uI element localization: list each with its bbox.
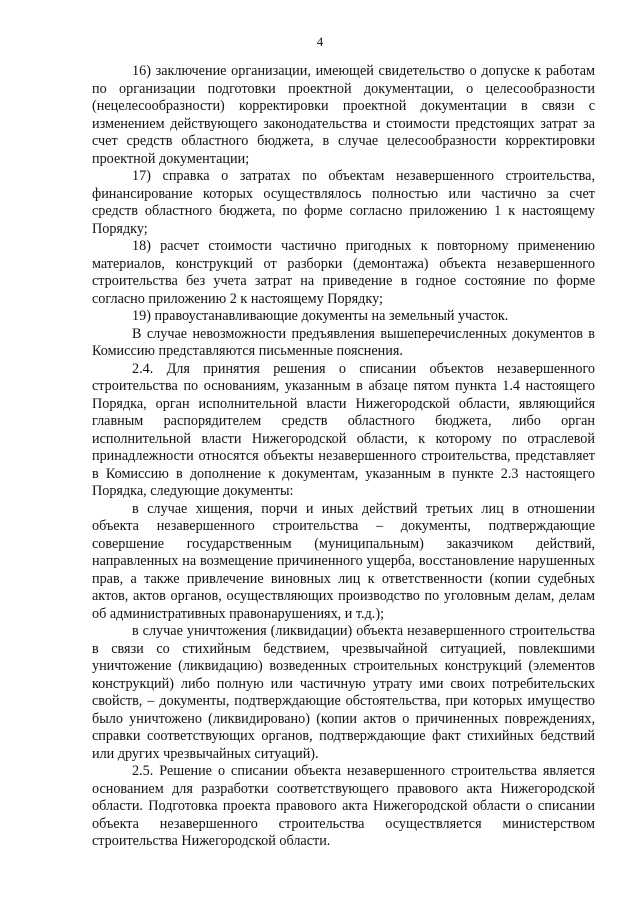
paragraph-item-17: 17) справка о затратах по объектам незавершенного строительства, финансирование которых осуществлялось полностью или частично за счет средств областного бюджета, по форме согласно приложению 1 к настоящему Порядку; xyxy=(92,168,595,237)
document-body xyxy=(92,63,595,851)
paragraph-destruction-case: в случае уничтожения (ликвидации) объекта незавершенного строительства в связи со стихийным бедствием, чрезвычайной ситуацией, повлекшими уничтожение (ликвидацию) возведенных строительных конструкций (элементов конструкций) либо полную или частичную утрату ими своих потребительских свойств, – документы, подтверждающие обстоятельства, при которых имущество было уничтожено (ликвидировано) (копии актов о причиненных повреждениях, справки соответствующих органов, подтверждающие факт стихийных бедствий или других чрезвычайных ситуаций). xyxy=(92,623,595,762)
paragraph-item-18: 18) расчет стоимости частично пригодных к повторному применению материалов, конструкций от разборки (демонтажа) объекта незавершенного строительства без учета затрат на приведение в годное состояние по форме согласно приложению 2 к настоящему Порядку; xyxy=(92,238,595,307)
paragraph-section-2-5: 2.5. Решение о списании объекта незавершенного строительства является основанием для разработки соответствующего правового акта Нижегородской области. Подготовка проекта правового акта Нижегородской области о списании объекта незавершенного строительства осуществляется министерством строительства Нижегородской области. xyxy=(92,763,595,849)
paragraph-note-missing-documents: В случае невозможности предъявления вышеперечисленных документов в Комиссию представляются письменные пояснения. xyxy=(92,325,595,359)
paragraph-theft-case: в случае хищения, порчи и иных действий третьих лиц в отношении объекта незавершенного строительства – документы, подтверждающие совершение государственным (муниципальным) заказчиком действий, направленных на возмещение причиненного ущерба, восстановление нарушенных прав, а также привлечение виновных лиц к ответственности (копии судебных актов, актов органов, осуществляющих производство по уголовным делам, делам об административных правонарушениях, и т.д.); xyxy=(92,500,595,622)
paragraph-item-19: 19) правоустанавливающие документы на земельный участок. xyxy=(132,308,509,324)
page-number: 4 xyxy=(316,34,324,49)
paragraph-section-2-4: 2.4. Для принятия решения о списании объектов незавершенного строительства по основаниям, указанным в абзаце пятом пункта 1.4 настоящего Порядка, орган исполнительной власти Нижегородской области, являющийся главным распорядителем средств областного бюджета, либо орган исполнительной власти Нижегородской области, к которому по отраслевой принадлежности относятся объекты незавершенного строительства, представляет в Комиссию в дополнение к документам, указанным в пункте 2.3 настоящего Порядка, следующие документы: xyxy=(92,360,595,499)
paragraph-item-16: 16) заключение организации, имеющей свидетельство о допуске к работам по организации подготовки проектной документации, о целесообразности (нецелесообразности) корректировки проектной документации в связи с изменением действующего законодательства и стоимости предстоящих затрат за счет средств областного бюджета, в случае целесообразности корректировки проектной документации; xyxy=(92,63,595,167)
